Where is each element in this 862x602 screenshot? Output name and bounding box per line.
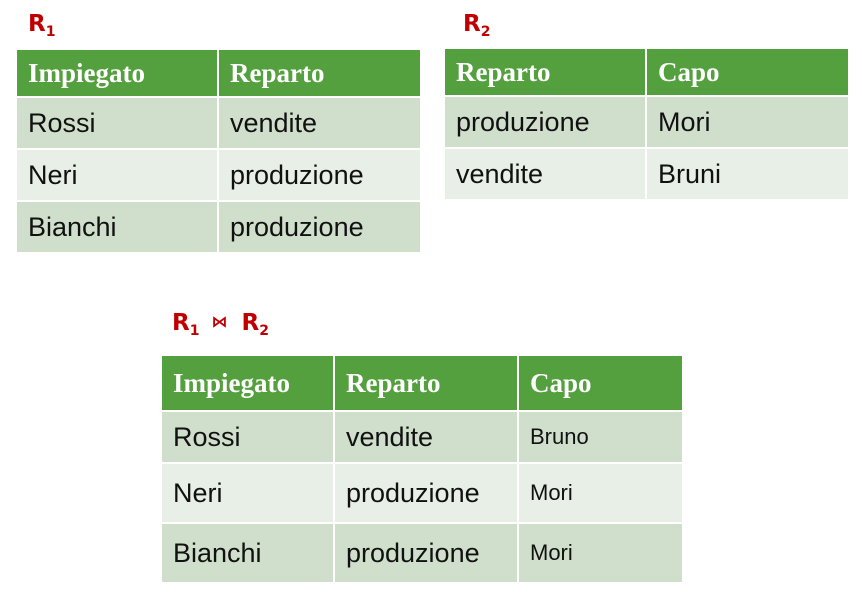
join-label <box>172 312 269 338</box>
table-row <box>161 411 683 463</box>
table-row <box>444 96 849 148</box>
r1-header-reparto: Reparto <box>218 49 421 97</box>
join-left-main: R <box>172 310 190 336</box>
r2-label-main: R <box>463 11 481 37</box>
table-cell: produzione <box>218 149 421 201</box>
table-cell: Mori <box>518 463 683 523</box>
join-header-row <box>161 355 683 411</box>
table-cell: Bruni <box>646 148 849 200</box>
table-cell: produzione <box>334 463 518 523</box>
join-right-sub: 2 <box>259 323 269 339</box>
r1-label <box>28 13 55 39</box>
table-cell: Neri <box>161 463 334 523</box>
table-cell: Neri <box>16 149 218 201</box>
table-cell: Mori <box>646 96 849 148</box>
table-row <box>16 97 421 149</box>
table-cell: Rossi <box>161 411 334 463</box>
join-table <box>160 354 684 584</box>
r2-label-sub: 2 <box>480 24 491 40</box>
table-cell: produzione <box>444 96 646 148</box>
join-header-reparto: Reparto <box>334 355 518 411</box>
join-left-sub: 1 <box>189 323 200 339</box>
natural-join-operator: ⋈ <box>211 312 228 331</box>
r2-header-capo: Capo <box>646 48 849 96</box>
table-row <box>161 463 683 523</box>
r1-table <box>15 48 422 254</box>
table-cell: Rossi <box>16 97 218 149</box>
r1-label-main: R <box>28 11 46 37</box>
table-cell: Bianchi <box>161 523 334 583</box>
table-cell: Bianchi <box>16 201 218 253</box>
table-cell: produzione <box>218 201 421 253</box>
table-cell: vendite <box>218 97 421 149</box>
r2-label <box>463 13 490 39</box>
table-cell: vendite <box>334 411 518 463</box>
table-row <box>161 523 683 583</box>
join-header-impiegato: Impiegato <box>161 355 334 411</box>
join-header-capo: Capo <box>518 355 683 411</box>
join-right-main: R <box>241 310 260 336</box>
table-cell: vendite <box>444 148 646 200</box>
r2-header-reparto: Reparto <box>444 48 646 96</box>
table-cell: Mori <box>518 523 683 583</box>
r2-header-row <box>444 48 849 96</box>
r2-table <box>443 47 850 201</box>
table-cell: produzione <box>334 523 518 583</box>
r1-header-row <box>16 49 421 97</box>
r1-header-impiegato: Impiegato <box>16 49 218 97</box>
table-row <box>444 148 849 200</box>
r1-label-sub: 1 <box>45 24 56 40</box>
table-cell: Bruno <box>518 411 683 463</box>
table-row <box>16 201 421 253</box>
table-row <box>16 149 421 201</box>
